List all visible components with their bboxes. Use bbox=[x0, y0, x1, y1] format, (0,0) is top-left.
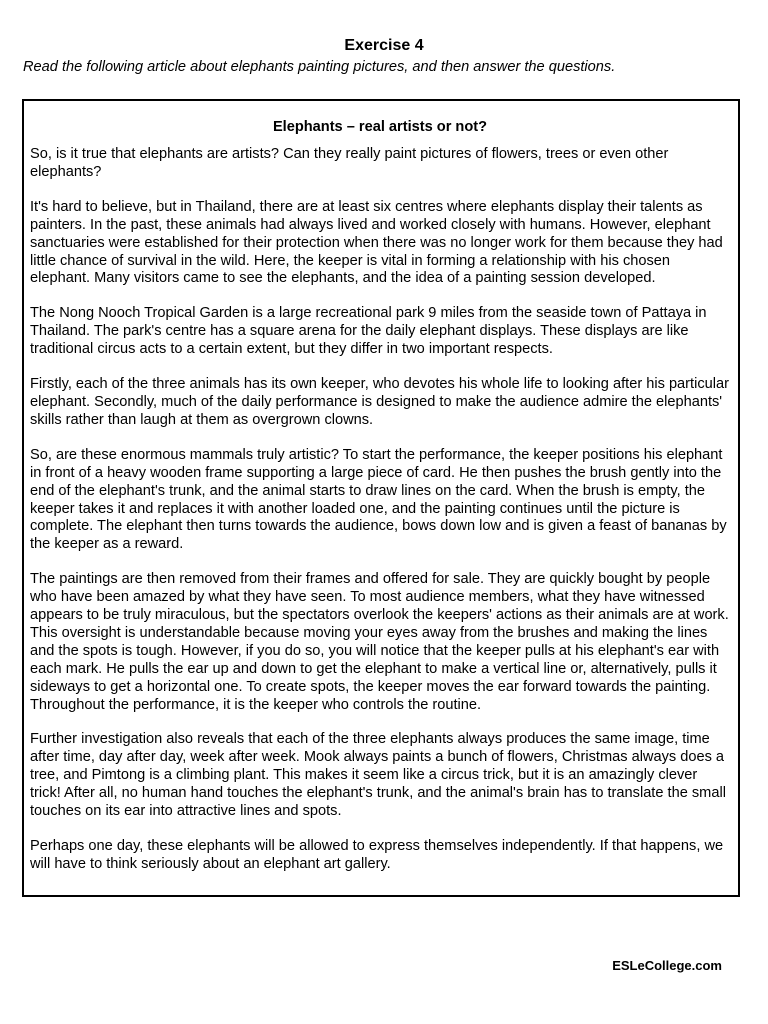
article-box bbox=[22, 99, 740, 897]
article-paragraph: So, is it true that elephants are artists? Can they really paint pictures of flowers, trees or even other elephants? bbox=[30, 146, 669, 180]
exercise-instructions: Read the following article about elephants painting pictures, and then answer the questions. bbox=[23, 59, 616, 75]
article-paragraph: Firstly, each of the three animals has its own keeper, who devotes his whole life to looking after his particular elephant. Secondly, much of the daily performance is designed to make the audience admire the elephants' skills rather than laugh at them as overgrown clowns. bbox=[30, 376, 729, 428]
article-paragraph: The paintings are then removed from their frames and offered for sale. They are quickly bought by people who have been amazed by what they have seen. To most audience members, what they have witnessed appears to be truly miraculous, but the spectators overlook the keepers' actions as their animals are at work. This oversight is understandable because moving your eyes away from the brushes and making the lines and the spots is tough. However, if you do so, you will notice that the keeper pulls at his elephant's ear with each mark. He pulls the ear up and down to get the elephant to make a vertical line or, alternatively, pulls it sideways to get a horizontal one. To create spots, the keeper moves the ear forward towards the painting. Throughout the performance, it is the keeper who controls the routine. bbox=[30, 571, 729, 713]
source-footer: ESLeCollege.com bbox=[612, 958, 722, 973]
article-heading: Elephants – real artists or not? bbox=[272, 119, 488, 135]
article-paragraph: It's hard to believe, but in Thailand, there are at least six centres where elephants display their talents as painters. In the past, these animals had always lived and worked closely with humans. However, elephant sanctuaries were established for their protection when there was no longer work for them because they had little chance of survival in the wild. Here, the keeper is vital in forming a relationship with his chosen elephant. Many visitors came to see the elephants, and the idea of a painting session developed. bbox=[30, 198, 723, 287]
article-paragraph: So, are these enormous mammals truly artistic? To start the performance, the keeper positions his elephant in front of a heavy wooden frame supporting a large piece of card. He then pushes the brush gently into the end of the elephant's trunk, and the animal starts to draw lines on the card. When the brush is empty, the keeper takes it and replaces it with another loaded one, and the painting continues until the picture is complete. The elephant then turns towards the audience, bows down low and is given a feast of bananas by the keeper as a reward. bbox=[30, 446, 727, 553]
exercise-title: Exercise 4 bbox=[344, 37, 424, 54]
article-paragraph: Further investigation also reveals that each of the three elephants always produces the same image, time after time, day after day, week after week. Mook always paints a bunch of flowers, Christmas always does a tree, and Pimtong is a climbing plant. This makes it seem like a circus trick, but it is an amazingly clever trick! After all, no human hand touches the elephant's trunk, and the animal's brain has to translate the small touches on its ear into attractive lines and spots. bbox=[30, 731, 726, 820]
article-paragraph: Perhaps one day, these elephants will be allowed to express themselves independently. If that happens, we will have to think seriously about an elephant art gallery. bbox=[30, 838, 724, 872]
article-paragraph: The Nong Nooch Tropical Garden is a large recreational park 9 miles from the seaside town of Pattaya in Thailand. The park's centre has a square arena for the daily elephant displays. These displays are like traditional circus acts to a certain extent, but they differ in two important respects. bbox=[30, 305, 707, 358]
